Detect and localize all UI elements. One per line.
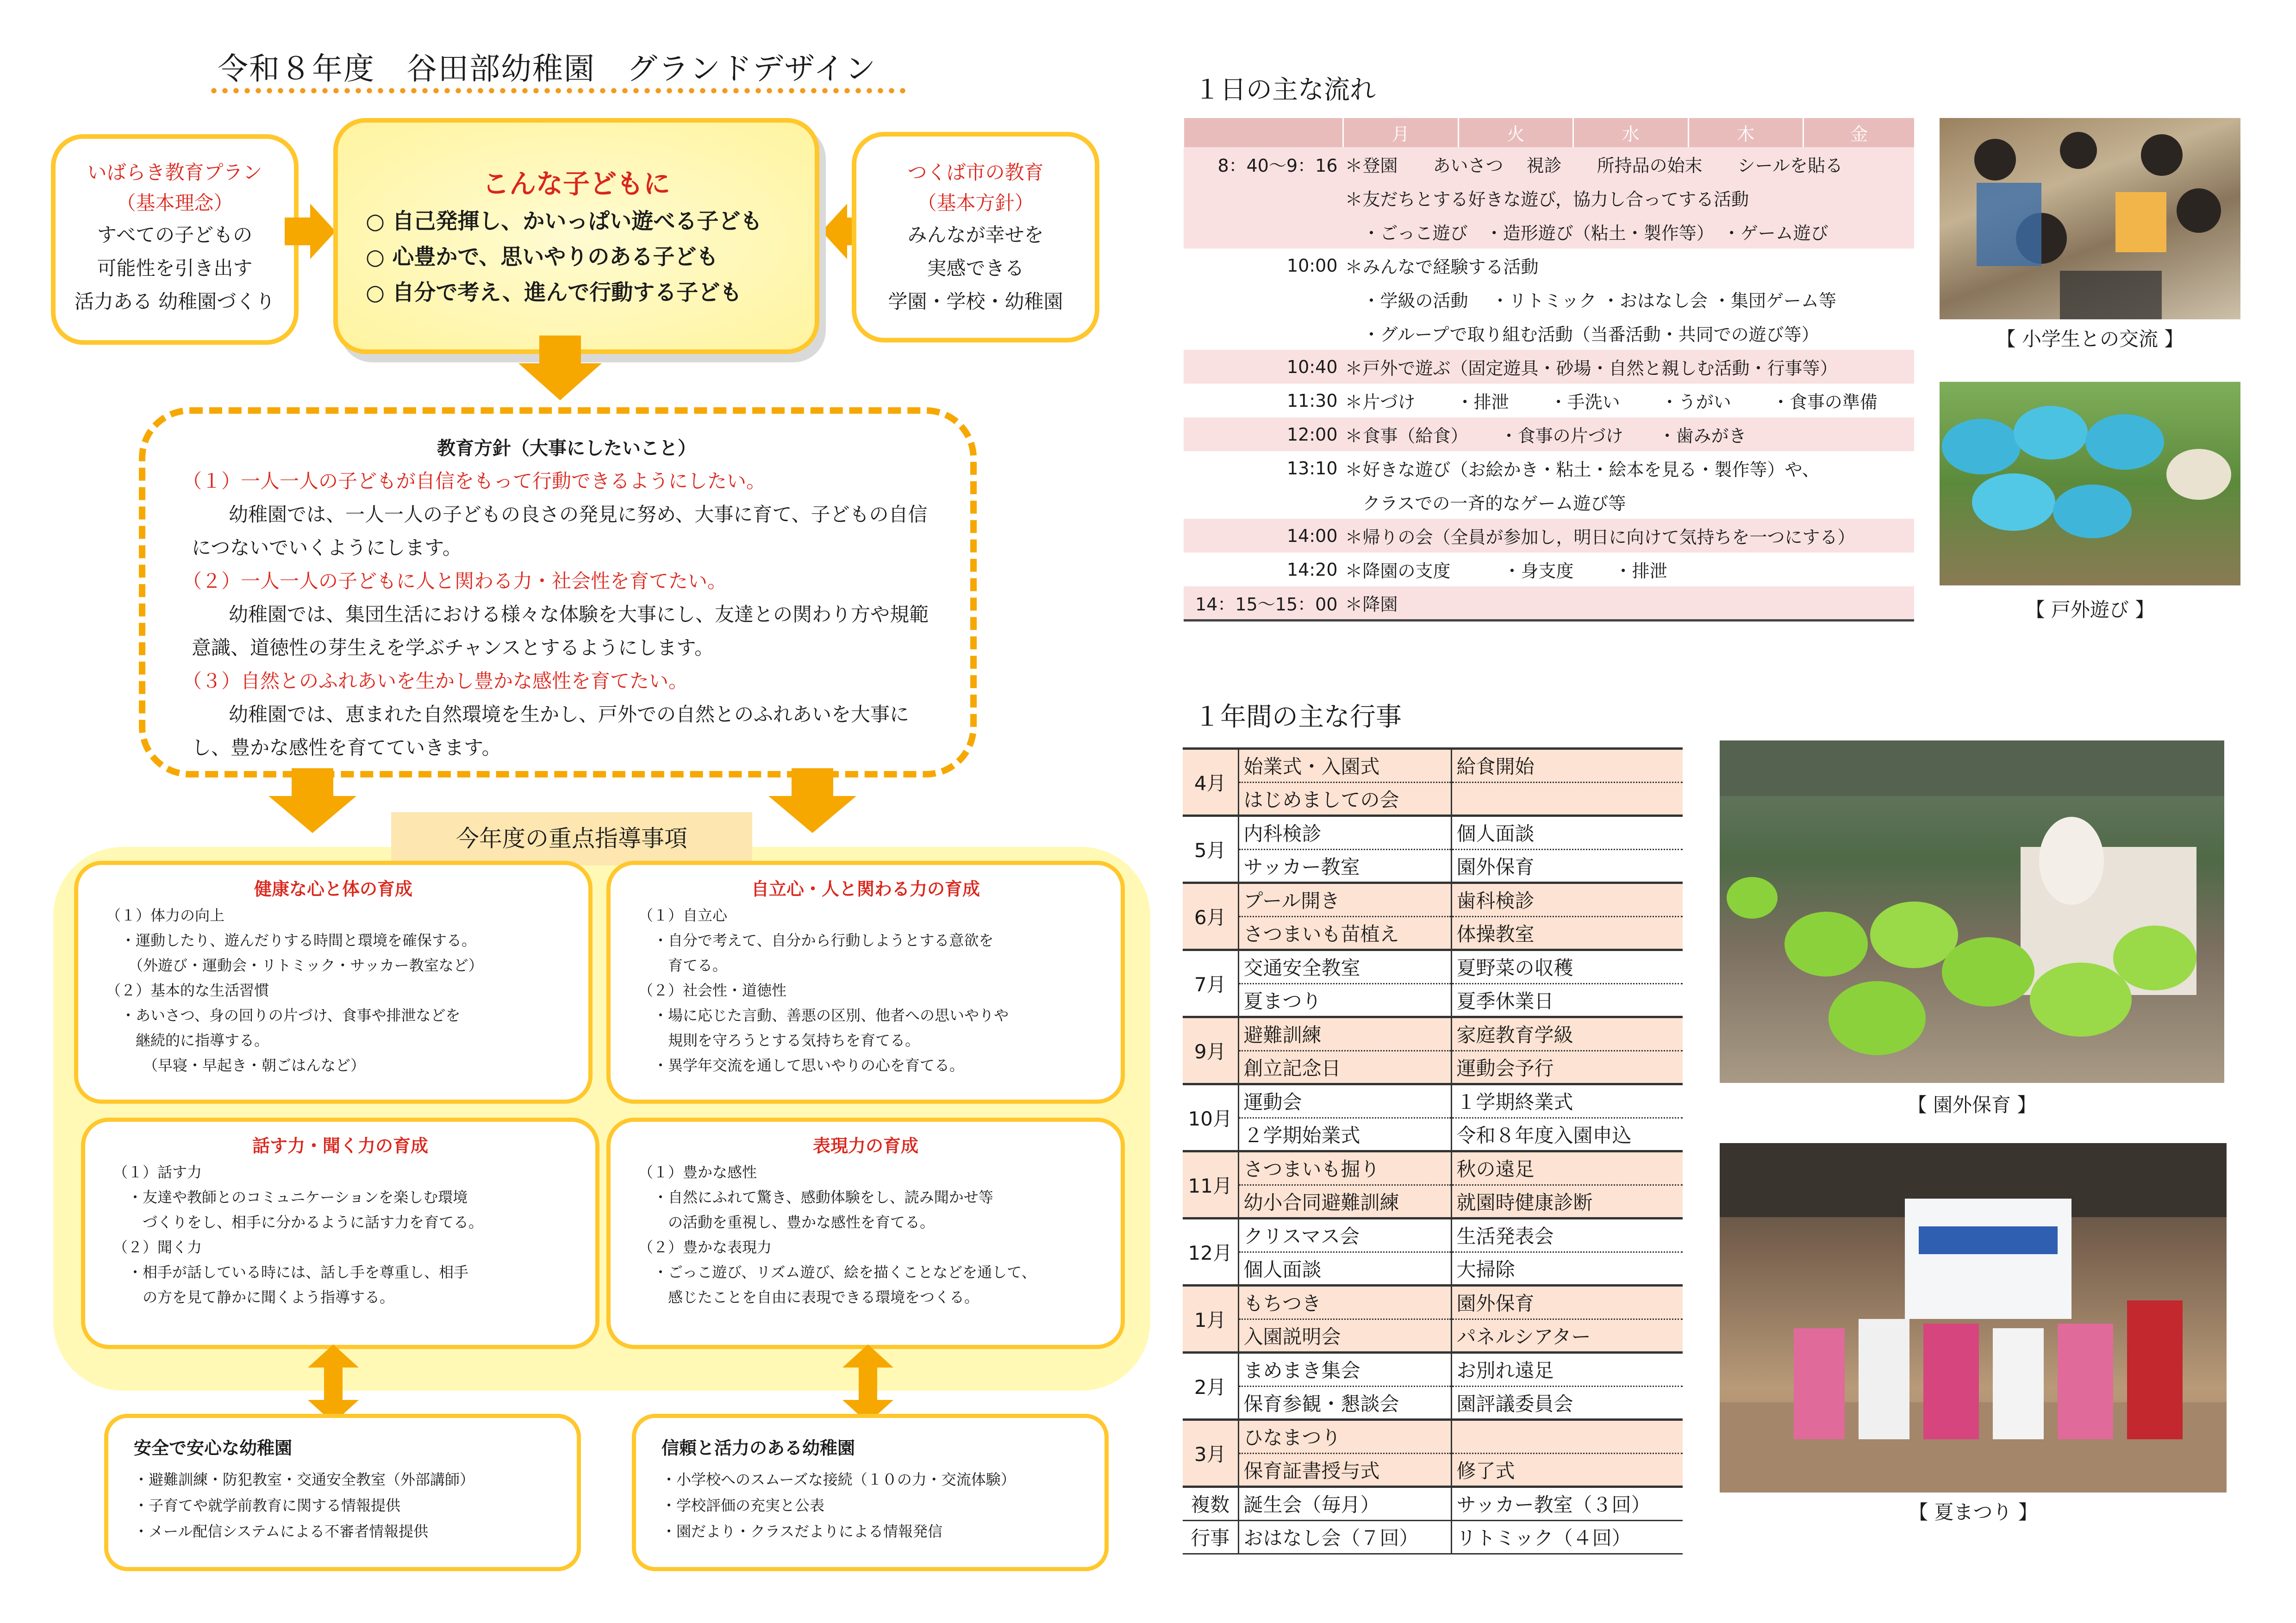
- daily-time: [1184, 215, 1343, 249]
- policy-item-heading: （１）一人一人の子どもが自信をもって行動できるようにしたい。: [182, 470, 766, 492]
- daily-activity: ＊登園 あいさつ 視診 所持品の始末 シールを貼る: [1343, 147, 1915, 181]
- yearly-event: おはなし会（７回）: [1238, 1520, 1451, 1554]
- yearly-event: 大掃除: [1451, 1252, 1683, 1286]
- yearly-event: [1451, 782, 1683, 816]
- yearly-event: 家庭教育学級: [1451, 1017, 1683, 1051]
- daily-row: [1184, 417, 1915, 451]
- yearly-event: 生活発表会: [1451, 1219, 1683, 1252]
- yearly-row: [1183, 983, 1683, 1017]
- focus-line: ・自分で考えて、自分から行動しようとする意欲を: [638, 932, 994, 949]
- yearly-row: [1183, 1319, 1683, 1353]
- arrow-down-icon: [518, 336, 602, 400]
- ideal-child-box: [333, 118, 819, 354]
- yearly-event: 誕生会（毎月）: [1238, 1487, 1451, 1521]
- focus-health-box: [74, 861, 593, 1104]
- daily-time: 12:00: [1184, 417, 1343, 451]
- yearly-event: 避難訓練: [1238, 1017, 1451, 1051]
- daily-activity: ＊食事（給食） ・食事の片づけ ・歯みがき: [1343, 417, 1915, 451]
- daily-flow-table: [1183, 118, 1914, 622]
- focus-line: ・運動したり、遊んだりする時間と環境を確保する。: [106, 932, 477, 949]
- tsukuba-line: みんなが幸せを: [907, 224, 1044, 246]
- focus-line: （１）体力の向上: [106, 907, 225, 924]
- bottom-box-title: 安全で安心な幼稚園: [134, 1438, 293, 1458]
- yearly-event: ２学期始業式: [1238, 1118, 1451, 1151]
- daily-row: [1184, 586, 1915, 620]
- daily-activity: ＊友だちとする好きな遊び，協力し合ってする活動: [1343, 181, 1915, 215]
- focus-line: づくりをし、相手に分かるように話す力を育てる。: [113, 1213, 484, 1231]
- yearly-events-table: [1183, 747, 1683, 1555]
- focus-line: ・ごっこ遊び、リズム遊び、絵を描くことなどを通して、: [638, 1263, 1036, 1281]
- yearly-row: [1183, 1520, 1683, 1554]
- daily-row: [1184, 316, 1915, 350]
- focus-line: の活動を重視し、豊かな感性を育てる。: [638, 1213, 935, 1231]
- yearly-event: 夏季休業日: [1451, 983, 1683, 1017]
- yearly-event: 園評議委員会: [1451, 1386, 1683, 1420]
- focus-line: 感じたことを自由に表現できる環境をつくる。: [638, 1288, 980, 1306]
- yearly-row: [1183, 883, 1683, 917]
- tsukuba-subheading: （基本方針）: [917, 192, 1034, 214]
- ibaraki-line: 活力ある 幼稚園づくり: [74, 290, 275, 313]
- yearly-event: 幼小合同避難訓練: [1238, 1185, 1451, 1219]
- safe-kindergarten-box: [104, 1414, 581, 1571]
- daily-activity: ・ごっこ遊び ・造形遊び（粘土・製作等） ・ゲーム遊び: [1343, 215, 1915, 249]
- daily-activity: クラスでの一斉的なゲーム遊び等: [1345, 493, 1626, 514]
- focus-line: （１）豊かな感性: [638, 1163, 757, 1181]
- daily-activity: ＊みんなで経験する活動: [1345, 257, 1539, 277]
- yearly-month: 11月: [1183, 1151, 1238, 1219]
- ibaraki-line: すべての子どもの: [97, 224, 253, 246]
- focus-line: 規則を守ろうとする気持ちを育てる。: [638, 1032, 920, 1049]
- daily-time: 13:10: [1286, 458, 1338, 479]
- yearly-event: 保育証書授与式: [1238, 1453, 1451, 1487]
- yearly-events-title: １年間の主な行事: [1194, 702, 1402, 732]
- focus-line: 育てる。: [638, 957, 728, 974]
- bottom-box-line: ・子育てや就学前教育に関する情報提供: [134, 1497, 401, 1514]
- daily-row: [1184, 350, 1915, 384]
- daily-activity: ＊片づけ ・排泄 ・手洗い ・うがい ・食事の準備: [1345, 392, 1878, 412]
- daily-activity: ＊帰りの会（全員が参加し，明日に向けて気持ちを一つにする）: [1343, 519, 1915, 553]
- focus-line: （２）基本的な生活習慣: [106, 982, 269, 999]
- photo-caption: 【 小学生との交流 】: [1996, 328, 2184, 350]
- focus-line: （１）自立心: [638, 907, 728, 924]
- yearly-row: [1183, 1386, 1683, 1420]
- day-header: 水: [1573, 118, 1689, 147]
- title-underline: [208, 88, 907, 93]
- yearly-event: [1451, 1420, 1683, 1454]
- yearly-row: [1183, 1420, 1683, 1454]
- daily-activity: ＊戸外で遊ぶ（固定遊具・砂場・自然と親しむ活動・行事等）: [1343, 350, 1915, 384]
- arrow-right-icon: [285, 204, 336, 259]
- focus-line: （１）話す力: [113, 1163, 202, 1181]
- day-header: 月: [1343, 118, 1459, 147]
- yearly-event: リトミック（４回）: [1451, 1520, 1683, 1554]
- yearly-event: 歯科検診: [1451, 883, 1683, 917]
- bottom-box-line: ・小学校へのスムーズな接続（１０の力・交流体験）: [661, 1471, 1016, 1488]
- yearly-event: 内科検診: [1238, 816, 1451, 850]
- arrow-down-icon: [768, 768, 856, 833]
- policy-item-text: 幼稚園では、恵まれた自然環境を生かし、戸外での自然とのふれあいを大事にし、豊かな感性を育てていきます。: [192, 703, 910, 759]
- yearly-row: [1183, 916, 1683, 950]
- yearly-month: 6月: [1183, 883, 1238, 950]
- yearly-row: [1183, 1051, 1683, 1084]
- policy-item-heading: （３）自然とのふれあいを生かし豊かな感性を育てたい。: [182, 670, 688, 692]
- yearly-row: [1183, 1453, 1683, 1487]
- focus-line: ・自然にふれて驚き、感動体験をし、読み聞かせ等: [638, 1188, 993, 1206]
- photo-field-trip: [1720, 740, 2224, 1083]
- yearly-month: 7月: [1183, 950, 1238, 1017]
- yearly-event: 始業式・入園式: [1238, 749, 1451, 783]
- yearly-event: 修了式: [1451, 1453, 1683, 1487]
- focus-line: の方を見て静かに聞くよう指導する。: [113, 1288, 395, 1306]
- yearly-row: [1183, 849, 1683, 883]
- tsukuba-line: 学園・学校・幼稚園: [888, 290, 1063, 313]
- ibaraki-plan-box: [51, 134, 299, 345]
- focus-title: 話す力・聞く力の育成: [252, 1136, 428, 1156]
- education-policy-box: [139, 407, 977, 777]
- daily-time: [1184, 181, 1343, 215]
- yearly-event: さつまいも苗植え: [1238, 916, 1451, 950]
- daily-activity: ＊降園: [1343, 586, 1915, 620]
- photo-elementary-exchange: [1940, 118, 2240, 319]
- daily-time: 11:30: [1286, 390, 1338, 411]
- yearly-event: はじめましての会: [1238, 782, 1451, 816]
- yearly-row: [1183, 1151, 1683, 1185]
- daily-row: [1184, 282, 1915, 316]
- yearly-row: [1183, 1219, 1683, 1252]
- tsukuba-line: 実感できる: [927, 257, 1024, 280]
- focus-line: ・相手が話している時には、話し手を尊重し、相手: [113, 1263, 469, 1281]
- yearly-event: 運動会予行: [1451, 1051, 1683, 1084]
- daily-time: 10:00: [1286, 255, 1338, 276]
- tsukuba-heading: つくば市の教育: [907, 161, 1044, 184]
- yearly-row: [1183, 782, 1683, 816]
- daily-flow-title: １日の主な流れ: [1194, 75, 1376, 105]
- yearly-event: 夏まつり: [1238, 983, 1451, 1017]
- yearly-row: [1183, 1353, 1683, 1387]
- photo-summer-festival: [1720, 1143, 2227, 1492]
- yearly-event: 保育参観・懇談会: [1238, 1386, 1451, 1420]
- yearly-row: [1183, 1286, 1683, 1319]
- yearly-event: サッカー教室: [1238, 849, 1451, 883]
- ibaraki-heading: いばらき教育プラン: [87, 161, 262, 184]
- daily-row: [1184, 215, 1915, 249]
- photo-caption: 【 園外保育 】: [1907, 1094, 2037, 1116]
- daily-activity: ・学級の活動 ・リトミック ・おはなし会 ・集団ゲーム等: [1345, 291, 1836, 311]
- ideal-child-item: ○ 心豊かで、思いやりのある子ども: [366, 244, 718, 270]
- bottom-box-line: ・園だより・クラスだよりによる情報発信: [661, 1523, 943, 1540]
- focus-communication-box: [81, 1118, 599, 1349]
- yearly-event: 創立記念日: [1238, 1051, 1451, 1084]
- focus-title: 表現力の育成: [812, 1136, 918, 1156]
- yearly-row: [1183, 950, 1683, 984]
- focus-line: （早寝・早起き・朝ごはんなど）: [106, 1057, 366, 1074]
- yearly-event: 園外保育: [1451, 1286, 1683, 1319]
- yearly-event: 入園説明会: [1238, 1319, 1451, 1353]
- yearly-event: 夏野菜の収穫: [1451, 950, 1683, 984]
- policy-item-text: 幼稚園では、一人一人の子どもの良さの発見に努め、大事に育て、子どもの自信につないでいくようにします。: [192, 503, 928, 559]
- yearly-event: 交通安全教室: [1238, 950, 1451, 984]
- photo-caption: 【 夏まつり 】: [1909, 1501, 2038, 1524]
- page-title: 令和８年度 谷田部幼稚園 グランドデザイン: [218, 51, 877, 87]
- daily-time: 14:00: [1184, 519, 1343, 553]
- yearly-event: 個人面談: [1451, 816, 1683, 850]
- policy-item-text: 幼稚園では、集団生活における様々な体験を大事にし、友達との関わり方や規範意識、道徳性の芽生えを学ぶチャンスとするようにします。: [192, 603, 929, 659]
- focus-line: （外遊び・運動会・リトミック・サッカー教室など）: [106, 957, 483, 974]
- double-arrow-icon: [308, 1344, 359, 1423]
- ibaraki-line: 可能性を引き出す: [97, 257, 253, 280]
- bottom-box-line: ・学校評価の充実と公表: [661, 1497, 825, 1514]
- daily-time: 8：40～9：16: [1184, 147, 1343, 181]
- daily-row: [1184, 249, 1915, 282]
- daily-time: [1184, 316, 1343, 350]
- focus-line: ・あいさつ、身の回りの片づけ、食事や排泄などを: [106, 1007, 461, 1024]
- focus-line: （２）聞く力: [113, 1238, 202, 1256]
- yearly-event: クリスマス会: [1238, 1219, 1451, 1252]
- daily-row: [1184, 553, 1915, 586]
- yearly-row: [1183, 1118, 1683, 1151]
- daily-row: [1184, 519, 1915, 553]
- daily-activity: ＊降園の支度 ・身支度 ・排泄: [1345, 561, 1667, 581]
- daily-time: 14：15～15：00: [1184, 586, 1343, 620]
- bottom-box-title: 信頼と活力のある幼稚園: [661, 1438, 855, 1458]
- daily-row: [1184, 384, 1915, 417]
- policy-title: 教育方針（大事にしたいこと）: [437, 438, 696, 459]
- yearly-event: 運動会: [1238, 1084, 1451, 1118]
- focus-line: （２）社会性・道徳性: [638, 982, 787, 999]
- policy-item-heading: （２）一人一人の子どもに人と関わる力・社会性を育てたい。: [182, 570, 727, 592]
- yearly-row: [1183, 816, 1683, 850]
- yearly-month: 4月: [1183, 749, 1238, 816]
- daily-time: [1184, 485, 1343, 519]
- yearly-row: [1183, 1487, 1683, 1521]
- yearly-event: 令和８年度入園申込: [1451, 1118, 1683, 1151]
- yearly-row: [1183, 1017, 1683, 1051]
- yearly-row: [1183, 1084, 1683, 1118]
- yearly-event: もちつき: [1238, 1286, 1451, 1319]
- yearly-event: 秋の遠足: [1451, 1151, 1683, 1185]
- yearly-event: まめまき集会: [1238, 1353, 1451, 1387]
- yearly-row: [1183, 1252, 1683, 1286]
- daily-time: 14:20: [1286, 559, 1338, 580]
- day-header: 金: [1803, 118, 1915, 147]
- focus-independence-box: [606, 861, 1125, 1104]
- focus-title: 自立心・人と関わる力の育成: [751, 879, 980, 899]
- focus-line: ・友達や教師とのコミュニケーションを楽しむ環境: [113, 1188, 468, 1206]
- yearly-event: １学期終業式: [1451, 1084, 1683, 1118]
- arrow-down-icon: [268, 768, 356, 833]
- day-header: 火: [1458, 118, 1573, 147]
- yearly-row: [1183, 1185, 1683, 1219]
- yearly-month: 3月: [1183, 1420, 1238, 1487]
- focus-label: 今年度の重点指導事項: [391, 812, 752, 865]
- yearly-extra-label: 行事: [1183, 1520, 1238, 1554]
- yearly-row: [1183, 749, 1683, 783]
- yearly-event: ひなまつり: [1238, 1420, 1451, 1454]
- time-header-blank: [1184, 118, 1343, 147]
- yearly-event: 個人面談: [1238, 1252, 1451, 1286]
- yearly-event: お別れ遠足: [1451, 1353, 1683, 1387]
- yearly-event: 給食開始: [1451, 749, 1683, 783]
- yearly-event: プール開き: [1238, 883, 1451, 917]
- double-arrow-icon: [842, 1344, 893, 1423]
- yearly-event: 就園時健康診断: [1451, 1185, 1683, 1219]
- focus-expression-box: [606, 1118, 1125, 1349]
- focus-line: ・異学年交流を通して思いやりの心を育てる。: [638, 1057, 965, 1074]
- focus-line: ・場に応じた言動、善悪の区別、他者への思いやりや: [638, 1007, 1009, 1024]
- focus-title: 健康な心と体の育成: [254, 879, 412, 899]
- yearly-month: 1月: [1183, 1286, 1238, 1353]
- daily-row: [1184, 451, 1915, 485]
- daily-row: [1184, 181, 1915, 215]
- daily-activity: ・グループで取り組む活動（当番活動・共同での遊び等）: [1345, 324, 1819, 345]
- daily-time: 10:40: [1184, 350, 1343, 384]
- bottom-box-line: ・避難訓練・防犯教室・交通安全教室（外部講師）: [134, 1471, 475, 1488]
- ideal-child-heading: こんな子どもに: [482, 168, 670, 199]
- photo-caption: 【 戸外遊び 】: [2025, 598, 2155, 621]
- ibaraki-subheading: （基本理念）: [116, 192, 233, 214]
- daily-time: [1184, 282, 1343, 316]
- photo-outdoor-play: [1940, 382, 2240, 585]
- ideal-child-item: ○ 自分で考え、進んで行動する子ども: [366, 280, 742, 305]
- day-header: 木: [1688, 118, 1803, 147]
- bottom-box-line: ・メール配信システムによる不審者情報提供: [134, 1523, 429, 1540]
- yearly-event: サッカー教室（３回）: [1451, 1487, 1683, 1521]
- ideal-child-item: ○ 自己発揮し、かいっぱい遊べる子ども: [366, 209, 762, 234]
- trusted-kindergarten-box: [632, 1414, 1109, 1571]
- yearly-event: さつまいも掘り: [1238, 1151, 1451, 1185]
- tsukuba-policy-box: [852, 132, 1099, 342]
- focus-line: 継続的に指導する。: [106, 1032, 269, 1049]
- yearly-month: 10月: [1183, 1084, 1238, 1151]
- yearly-extra-label: 複数: [1183, 1487, 1238, 1521]
- focus-line: （２）豊かな表現力: [638, 1238, 772, 1256]
- yearly-event: パネルシアター: [1451, 1319, 1683, 1353]
- daily-row: [1184, 485, 1915, 519]
- yearly-month: 5月: [1183, 816, 1238, 883]
- yearly-month: 9月: [1183, 1017, 1238, 1084]
- daily-row: [1184, 147, 1915, 181]
- yearly-month: 12月: [1183, 1219, 1238, 1286]
- yearly-month: 2月: [1183, 1353, 1238, 1420]
- yearly-event: 体操教室: [1451, 916, 1683, 950]
- daily-activity: ＊好きな遊び（お絵かき・粘土・絵本を見る・製作等）や、: [1345, 460, 1820, 480]
- yearly-event: 園外保育: [1451, 849, 1683, 883]
